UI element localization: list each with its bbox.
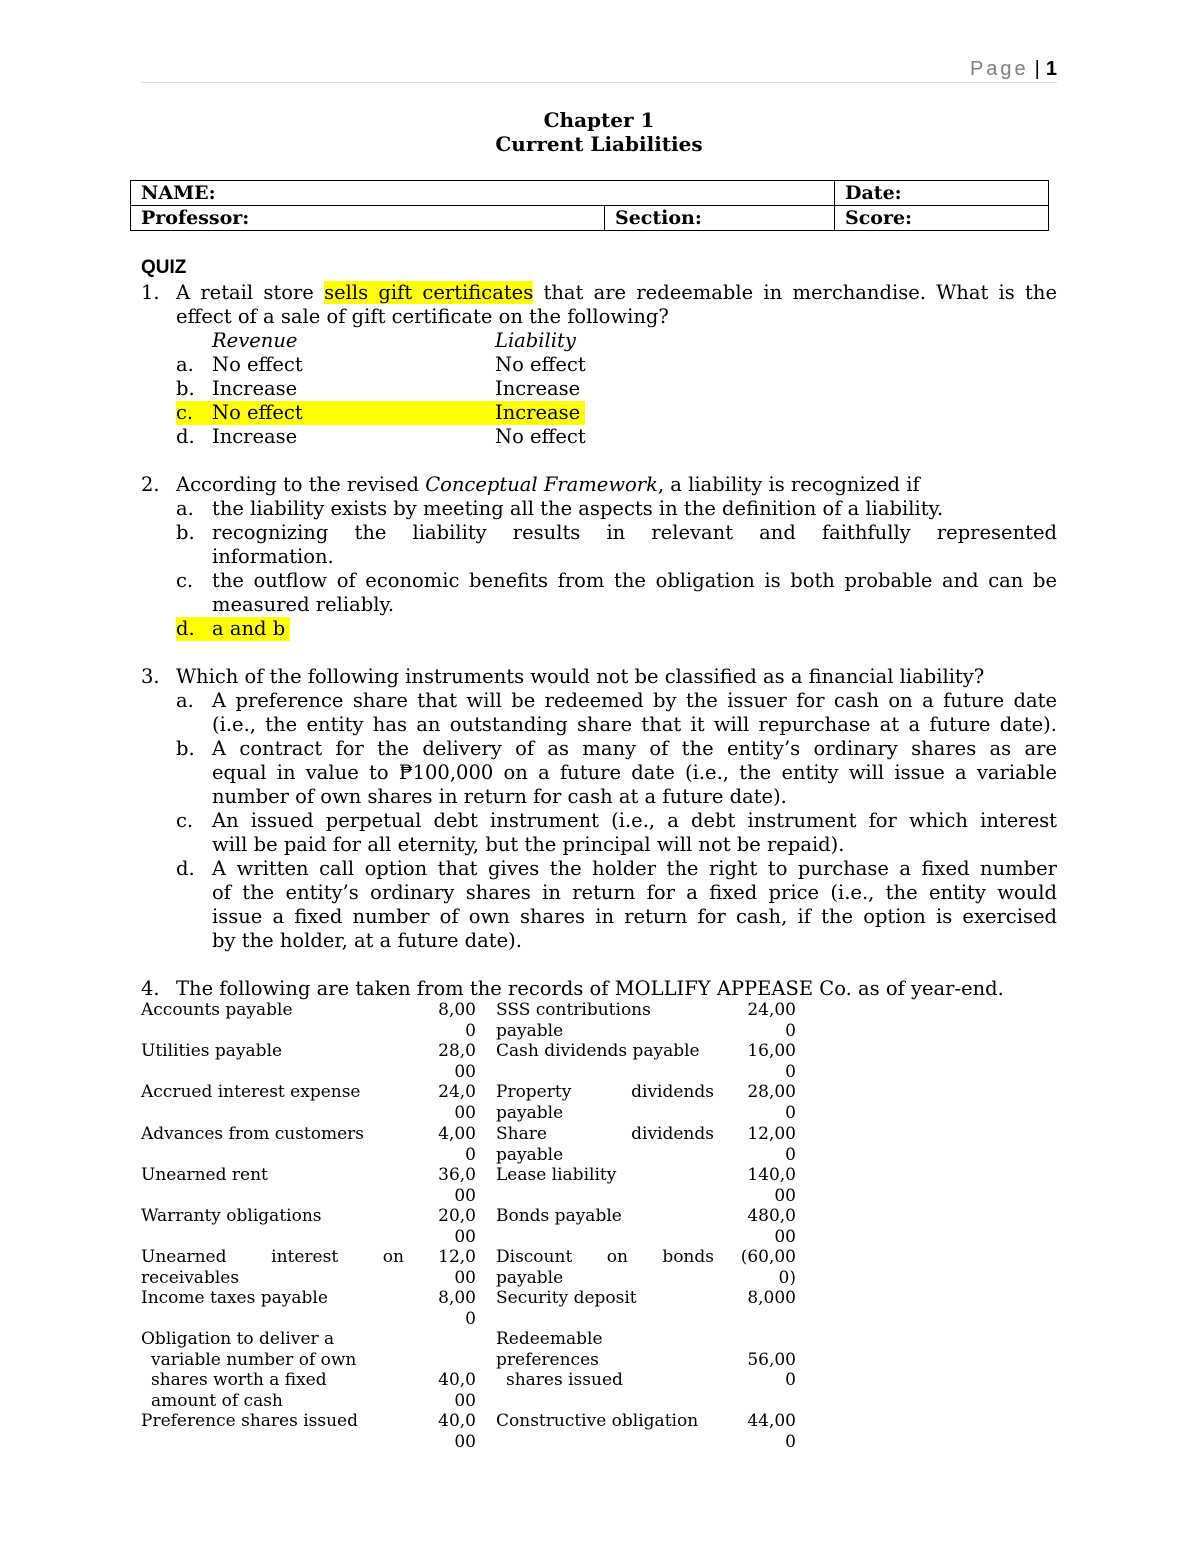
- q3-number: 3.: [141, 665, 160, 688]
- q3-option-a-line2: (i.e., the entity has an outstanding share that it will repurchase at a future date).: [212, 713, 1057, 736]
- q1-option-c-letter: c.: [176, 401, 194, 424]
- section-cell[interactable]: [605, 206, 835, 231]
- right-item-7-amount-line-1: (60,00: [740, 1247, 796, 1267]
- q1-option-d-letter: d.: [176, 425, 195, 448]
- score-label: Score:: [845, 206, 913, 229]
- q3-option-c-line2: will be paid for all eternity, but the principal will not be repaid).: [212, 833, 845, 856]
- left-item-8-label-line-1: Income taxes payable: [141, 1288, 328, 1308]
- q1-text-before: A retail store: [176, 281, 325, 304]
- right-item-3-amount-line-2: 0: [785, 1102, 796, 1123]
- left-item-9-label-line-3: shares worth a fixed: [151, 1370, 327, 1390]
- q3-option-d-line2: of the entity’s ordinary shares in return for a fixed price (i.e., the entity would: [212, 881, 1057, 904]
- left-item-2-amount-line-2: 00: [454, 1061, 476, 1082]
- left-item-5-amount-line-2: 00: [454, 1185, 476, 1206]
- q1-option-c-liability: Increase: [495, 401, 581, 424]
- right-item-2-label-line-1: Cash dividends payable: [496, 1041, 700, 1061]
- q1-option-b-liability: Increase: [495, 377, 581, 400]
- right-item-3-label-line-2: payable: [496, 1102, 564, 1123]
- page-header: [141, 58, 1057, 81]
- q2-option-b-line2: information.: [212, 545, 334, 568]
- left-item-10-amount-line-2: 00: [454, 1431, 476, 1452]
- page-separator: |: [1034, 58, 1040, 80]
- q1-col-liability: Liability: [495, 329, 576, 352]
- right-item-4-amount-line-1: 12,00: [747, 1124, 796, 1144]
- right-item-1-amount-line-2: 0: [785, 1020, 796, 1041]
- q3-option-d-line3: issue a fixed number of own shares in return for cash, if the option is exercised: [212, 905, 1057, 928]
- left-item-1-label-line-1: Accounts payable: [141, 1000, 293, 1020]
- q3-stem: Which of the following instruments would not be classified as a financial liability?: [176, 665, 985, 688]
- left-item-7-label-line-1: Unearned interest on: [141, 1247, 404, 1267]
- right-item-6-label-line-1: Bonds payable: [496, 1206, 622, 1226]
- left-item-3-label-line-1: Accrued interest expense: [141, 1082, 361, 1102]
- left-item-9-amount-line-2: 00: [454, 1390, 476, 1411]
- q2-option-b-line1: recognizing the liability results in relevant and faithfully represented: [212, 521, 1057, 544]
- right-item-1-label-line-1: SSS contributions: [496, 1000, 651, 1020]
- professor-cell[interactable]: [131, 206, 605, 231]
- date-cell[interactable]: [835, 181, 1049, 206]
- right-item-8-label-line-1: Security deposit: [496, 1288, 637, 1308]
- header-rule: [141, 82, 1057, 83]
- left-item-3-amount-line-1: 24,0: [438, 1082, 476, 1102]
- right-item-7-label-line-1: Discount on bonds: [496, 1247, 714, 1267]
- right-item-1-amount-line-1: 24,00: [747, 1000, 796, 1020]
- right-item-2-amount-line-1: 16,00: [747, 1041, 796, 1061]
- page-number: 1: [1045, 58, 1057, 80]
- left-item-8-amount-line-1: 8,00: [438, 1288, 476, 1308]
- date-label: Date:: [845, 181, 902, 204]
- name-cell[interactable]: [131, 181, 835, 206]
- q4-number: 4.: [141, 977, 160, 1000]
- q1-option-d-liability: No effect: [495, 425, 586, 448]
- left-item-5-amount-line-1: 36,0: [438, 1165, 476, 1185]
- q1-option-a-letter: a.: [176, 353, 194, 376]
- right-item-5-amount-line-1: 140,0: [747, 1165, 796, 1185]
- right-item-1-label-line-2: payable: [496, 1020, 564, 1041]
- page-word: Page: [969, 58, 1029, 80]
- left-item-8-amount-line-2: 0: [465, 1308, 476, 1329]
- chapter-subtitle: Current Liabilities: [495, 132, 703, 156]
- right-item-10-amount-line-2: 0: [785, 1431, 796, 1452]
- q1-number: 1.: [141, 281, 160, 304]
- right-item-4-amount-line-2: 0: [785, 1144, 796, 1165]
- q2-option-d: a and b: [212, 617, 286, 640]
- right-item-7-label-line-2: payable: [496, 1267, 564, 1288]
- right-item-5-amount-line-2: 00: [774, 1185, 796, 1206]
- q2-option-c-line2: measured reliably.: [212, 593, 395, 616]
- right-item-3-label-line-1: Property dividends: [496, 1082, 714, 1102]
- right-item-7-amount-line-2: 0): [778, 1267, 796, 1288]
- left-item-9-label-line-2: variable number of own: [151, 1349, 357, 1370]
- name-label: NAME:: [141, 181, 216, 204]
- q2-number: 2.: [141, 473, 160, 496]
- student-info-table: [130, 180, 1049, 231]
- right-item-9-label-line-3: shares issued: [506, 1370, 623, 1390]
- q1-text-after: that are redeemable in merchandise. What is the: [533, 281, 1057, 304]
- left-item-6-amount-line-1: 20,0: [438, 1206, 476, 1226]
- left-item-7-label-line-2: receivables: [141, 1267, 240, 1288]
- q2-option-a: the liability exists by meeting all the aspects in the definition of a liability.: [212, 497, 944, 520]
- q1-option-c-revenue: No effect: [212, 401, 303, 424]
- chapter-title: Chapter 1: [543, 108, 655, 132]
- q3-option-c-line1: An issued perpetual debt instrument (i.e., a debt instrument for which interest: [212, 809, 1057, 832]
- left-item-10-amount-line-1: 40,0: [438, 1411, 476, 1431]
- left-item-9-label-line-4: amount of cash: [151, 1390, 283, 1411]
- left-item-1-amount-line-1: 8,00: [438, 1000, 476, 1020]
- q2-option-c-line1: the outflow of economic benefits from the obligation is both probable and can be: [212, 569, 1057, 592]
- left-item-6-amount-line-2: 00: [454, 1226, 476, 1247]
- left-item-5-label-line-1: Unearned rent: [141, 1165, 268, 1185]
- score-cell[interactable]: [835, 206, 1049, 231]
- right-item-9-label-line-1: Redeemable: [496, 1329, 603, 1349]
- right-item-10-label-line-1: Constructive obligation: [496, 1411, 699, 1431]
- q1-option-a-liability: No effect: [495, 353, 586, 376]
- q3-option-b-line1: A contract for the delivery of as many of the entity’s ordinary shares as are: [212, 737, 1057, 760]
- right-item-9-amount-line-2: 0: [785, 1370, 796, 1390]
- right-item-4-label-line-1: Share dividends: [496, 1124, 714, 1144]
- left-item-1-amount-line-2: 0: [465, 1020, 476, 1041]
- right-item-2-amount-line-2: 0: [785, 1061, 796, 1082]
- right-item-4-label-line-2: payable: [496, 1144, 564, 1165]
- q3-option-b-line3: number of own shares in return for cash at a future date).: [212, 785, 787, 808]
- q2-italic: Conceptual Framework: [425, 473, 658, 496]
- right-item-10-amount-line-1: 44,00: [747, 1411, 796, 1431]
- q3-option-b-line2: equal in value to ₱100,000 on a future date (i.e., the entity will issue a variable: [212, 761, 1057, 784]
- q1-stem-line2: effect of a sale of gift certificate on the following?: [176, 305, 669, 328]
- section-label: Section:: [615, 206, 702, 229]
- left-item-3-amount-line-2: 00: [454, 1102, 476, 1123]
- q3-option-d-line4: by the holder, at a future date).: [212, 929, 522, 952]
- q2-text-before: According to the revised: [176, 473, 426, 496]
- right-item-6-amount-line-2: 00: [774, 1226, 796, 1247]
- right-item-3-amount-line-1: 28,00: [747, 1082, 796, 1102]
- q1-option-b-revenue: Increase: [212, 377, 298, 400]
- left-item-7-amount-line-2: 00: [454, 1267, 476, 1288]
- left-item-4-label-line-1: Advances from customers: [141, 1124, 365, 1144]
- right-item-5-label-line-1: Lease liability: [496, 1165, 617, 1185]
- document-page: Page | 1 Chapter 1 Current Liabilities NAME: Date: Professor: Section: Score: QUIZ 1. A retail store sells gift certificates that are redeemable in merchandise. What is the effect of a sale of gift certificate on the following? Revenue Liability a. No effect No effect b. Increase Increase c. No effect Increase d. Increase No effect 2. According to the revised Conceptual Framework, a liability is recognized if a. the liability exists by meeting all the aspects in the definition of a liability. b. recognizing the liability results in relevant and faithfully represented information. c. the outflow of economic benefits from the obligation is both probable and can be measured reliably. d. a and b 3. Which of the following instruments would not be classified as a financial liability? a. A preference share that will be redeemed by the issuer for cash on a future date (i.e., the entity has an outstanding share that it will repurchase at a future date). b. A contract for the delivery of as many of the entity’s ordinary shares as are equal in value to ₱100,000 on a future date (i.e., the entity will issue a variable number of own shares in return for cash at a future date). c. An issued perpetual debt instrument (i.e., a debt instrument for which interest will be paid for all eternity, but the principal will not be repaid). d. A written call option that gives the holder the right to purchase a fixed number of the entity’s ordinary shares in return for a fixed price (i.e., the entity would issue a fixed number of own shares in return for cash, if the option is exercised by the holder, at a future date). 4. The following are taken from the records of MOLLIFY APPEASE Co. as of year-end. Accounts payable 8,00 0 Utilities payable 28,0 00 Accrued interest expense 24,0 00 Advances from customers 4,00 0 Unearned rent 36,0 00 Warranty obligations 20,0 00 Unearned interest on receivables 12,0 00 Income taxes payable 8,00 0 Obligation to deliver a variable number of own shares worth a fixed amount of cash 40,0 00 Preference shares issued 40,0 00 SSS contributions payable 24,00 0 Cash dividends payable 16,00 0 Property dividends payable 28,00 0 Share dividends payable 12,00 0 Lease liability 140,0 00 Bonds payable 480,0 00 Discount on bonds payable (60,00 0) Security deposit 8,000 Redeemable preferences shares issued 56,00 0 Constructive obligation 44,00 0: [0, 0, 1200, 1553]
- left-item-6-label-line-1: Warranty obligations: [141, 1206, 322, 1226]
- q3-option-d-line1: A written call option that gives the holder the right to purchase a fixed number: [212, 857, 1057, 880]
- left-item-9-amount-line-1: 40,0: [438, 1370, 476, 1390]
- right-item-8-amount-line-1: 8,000: [747, 1288, 796, 1308]
- right-item-9-amount-line-1: 56,00: [747, 1349, 796, 1370]
- left-item-10-label-line-1: Preference shares issued: [141, 1411, 358, 1431]
- left-item-4-amount-line-1: 4,00: [438, 1124, 476, 1144]
- q1-option-d-revenue: Increase: [212, 425, 298, 448]
- q2-stem: [176, 473, 920, 497]
- q1-col-revenue: Revenue: [212, 329, 298, 352]
- q2-text-after: , a liability is recognized if: [657, 473, 920, 496]
- right-item-6-amount-line-1: 480,0: [747, 1206, 796, 1226]
- right-item-9-label-line-2: preferences: [496, 1349, 599, 1370]
- q1-highlight: sells gift certificates: [324, 281, 534, 304]
- q1-option-b-letter: b.: [176, 377, 195, 400]
- q1-stem: [176, 281, 1057, 305]
- left-item-7-amount-line-1: 12,0: [438, 1247, 476, 1267]
- left-item-2-amount-line-1: 28,0: [438, 1041, 476, 1061]
- left-item-2-label-line-1: Utilities payable: [141, 1041, 283, 1061]
- professor-label: Professor:: [141, 206, 250, 229]
- left-item-9-label-line-1: Obligation to deliver a: [141, 1329, 335, 1349]
- q4-stem: The following are taken from the records of MOLLIFY APPEASE Co. as of year-end.: [176, 977, 1004, 1000]
- q1-option-a-revenue: No effect: [212, 353, 303, 376]
- left-item-4-amount-line-2: 0: [465, 1144, 476, 1165]
- quiz-heading: QUIZ: [141, 257, 187, 278]
- q3-option-a-line1: A preference share that will be redeemed by the issuer for cash on a future date: [212, 689, 1057, 712]
